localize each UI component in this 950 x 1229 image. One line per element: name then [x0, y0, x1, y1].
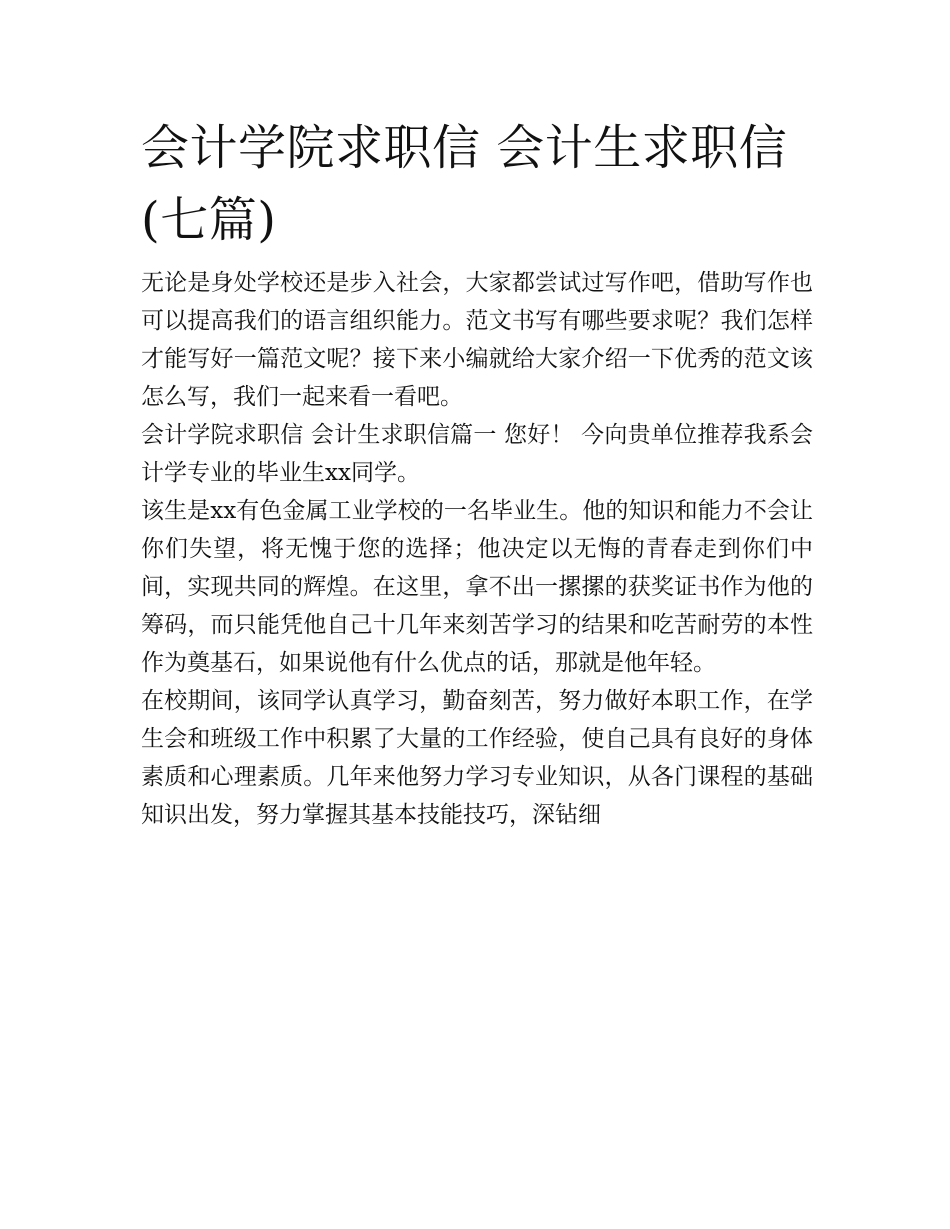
document-title: 会计学院求职信 会计生求职信(七篇) — [141, 120, 788, 248]
paragraph-intro: 无论是身处学校还是步入社会，大家都尝试过写作吧，借助写作也可以提高我们的语言组织能力。范文书写有哪些要求呢？我们怎样才能写好一篇范文呢？接下来小编就给大家介绍一下优秀的范文该怎么写，我们一起来看一看吧。 — [141, 270, 813, 410]
paragraph-school-performance: 在校期间，该同学认真学习，勤奋刻苦，努力做好本职工作，在学生会和班级工作中积累了大量的工作经验，使自己具有良好的身体素质和心理素质。几年来他努力学习专业知识，从各门课程的基础知识出发，努力掌握其基本技能技巧，深钻细 — [141, 688, 813, 828]
paragraph-student-profile: 该生是xx有色金属工业学校的一名毕业生。他的知识和能力不会让你们失望，将无愧于您的选择；他决定以无悔的青春走到你们中间，实现共同的辉煌。在这里，拿不出一摞摞的获奖证书作为他的筹码，而只能凭他自己十几年来刻苦学习的结果和吃苦耐劳的本性作为奠基石，如果说他有什么优点的话，那就是他年轻。 — [141, 498, 813, 676]
paragraph-recommendation: 会计学院求职信 会计生求职信篇一 您好！ 今向贵单位推荐我系会计学专业的毕业生xx同学。 — [141, 422, 813, 486]
document-body — [141, 112, 813, 834]
